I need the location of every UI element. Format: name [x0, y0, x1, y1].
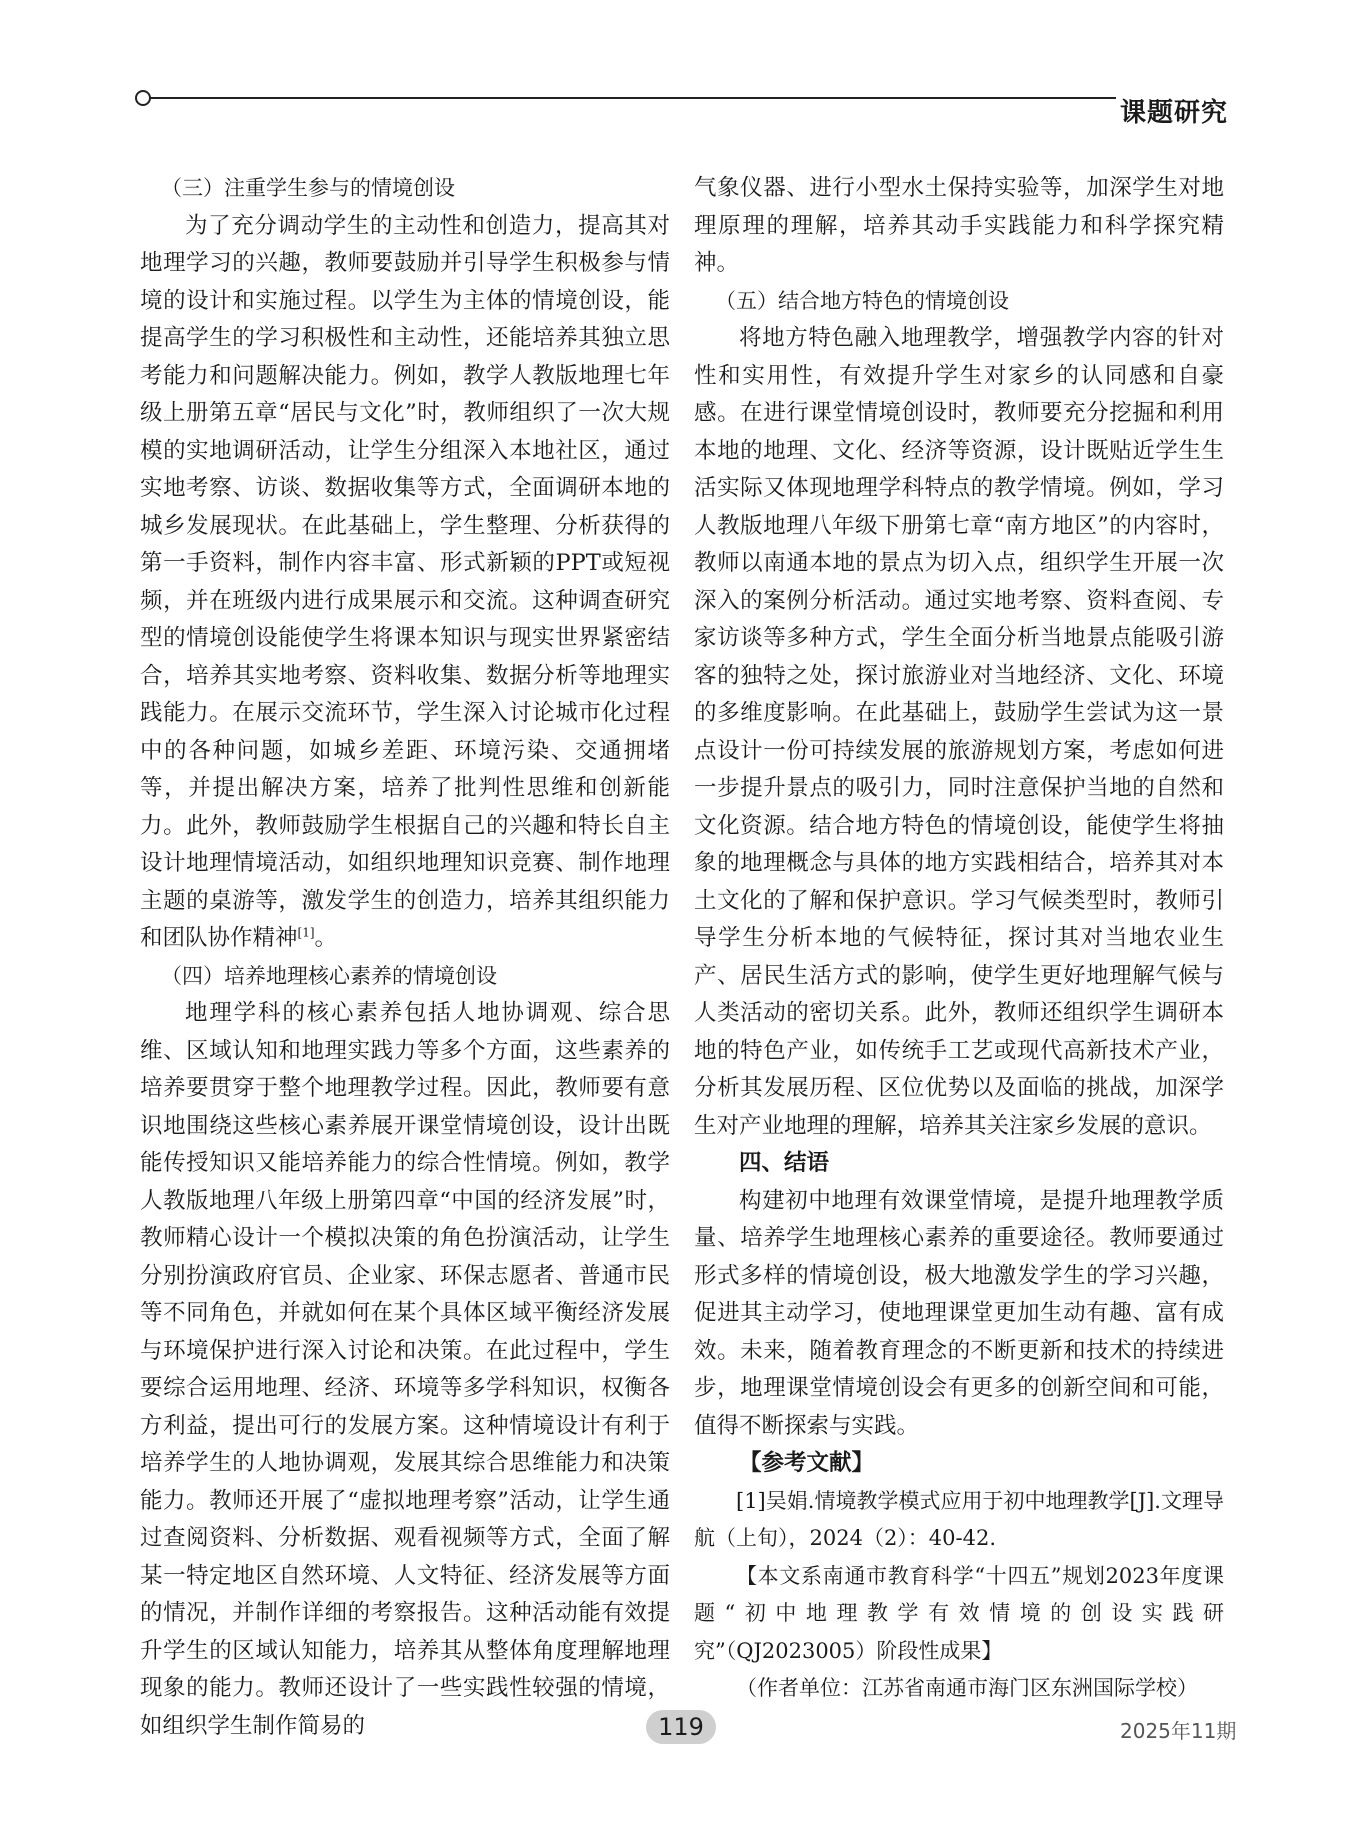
paragraph-continued: 气象仪器、进行小型水土保持实验等，加深学生对地理原理的理解，培养其动手实践能力和科学探究精神。 — [694, 175, 1224, 276]
header-rule — [150, 97, 1116, 99]
left-column — [140, 170, 670, 1745]
paragraph: 将地方特色融入地理教学，增强教学内容的针对性和实用性，有效提升学生对家乡的认同感和自豪感。在进行课堂情境创设时，教师要充分挖掘和利用本地的地理、文化、经济等资源，设计既贴近学生生活实际又体现地理学科特点的教学情境。例如，学习人教版地理八年级下册第七章“南方地区”的内容时，教师以南通本地的景点为切入点，组织学生开展一次深入的案例分析活动。通过实地考察、资料查阅、专家访谈等多种方式，学生全面分析当地景点能吸引游客的独特之处，探讨旅游业对当地经济、文化、环境的多维度影响。在此基础上，鼓励学生尝试为这一景点设计一份可持续发展的旅游规划方案，考虑如何进一步提升景点的吸引力，同时注意保护当地的自然和文化资源。结合地方特色的情境创设，能使学生将抽象的地理概念与具体的地方实践相结合，培养其对本土文化的了解和保护意识。学习气候类型时，教师引导学生分析本地的气候特征，探讨其对当地农业生产、居民生活方式的影响，使学生更好地理解气候与人类活动的密切关系。此外，教师还组织学生调研本地的特色产业，如传统手工艺或现代高新技术产业，分析其发展历程、区位优势以及面临的挑战，加深学生对产业地理的理解，培养其关注家乡发展的意识。 — [694, 325, 1224, 1139]
paragraph: 地理学科的核心素养包括人地协调观、综合思维、区域认知和地理实践力等多个方面，这些素养的培养要贯穿于整个地理教学过程。因此，教师要有意识地围绕这些核心素养展开课堂情境创设，设计出既能传授知识又能培养能力的综合性情境。例如，教学人教版地理八年级上册第四章“中国的经济发展”时，教师精心设计一个模拟决策的角色扮演活动，让学生分别扮演政府官员、企业家、环保志愿者、普通市民等不同角色，并就如何在某个具体区域平衡经济发展与环境保护进行深入讨论和决策。在此过程中，学生要综合运用地理、经济、环境等多学科知识，权衡各方利益，提出可行的发展方案。这种情境设计有利于培养学生的人地协调观，发展其综合思维能力和决策能力。教师还开展了“虚拟地理考察”活动，让学生通过查阅资料、分析数据、观看视频等方式，全面了解某一特定地区自然环境、人文特征、经济发展等方面的情况，并制作详细的考察报告。这种活动能有效提升学生的区域认知能力，培养其从整体角度理解地理现象的能力。教师还设计了一些实践性较强的情境，如组织学生制作简易的 — [140, 1000, 670, 1739]
reference-item: [1]吴娟.情境教学模式应用于初中地理教学[J].文理导航（上旬），2024（2）：40-42. — [694, 1488, 1224, 1550]
author-affiliation: （作者单位：江苏省南通市海门区东洲国际学校） — [736, 1676, 1198, 1700]
column-title: 课题研究 — [1120, 98, 1229, 128]
issue-label: 2025年11期 — [1120, 1719, 1237, 1743]
right-column — [694, 170, 1224, 1708]
paragraph-end: 。 — [314, 925, 338, 951]
page-number: 119 — [646, 1710, 716, 1744]
references-heading: 【参考文献】 — [739, 1450, 875, 1476]
header-circle — [135, 90, 151, 106]
paragraph-text: 为了充分调动学生的主动性和创造力，提高其对地理学习的兴趣，教师要鼓励并引导学生积极参与情境的设计和实施过程。以学生为主体的情境创设，能提高学生的学习积极性和主动性，还能培养其独立思考能力和问题解决能力。例如，教学人教版地理七年级上册第五章“居民与文化”时，教师组织了一次大规模的实地调研活动，让学生分组深入本地社区，通过实地考察、访谈、数据收集等方式，全面调研本地的城乡发展现状。在此基础上，学生整理、分析获得的第一手资料，制作内容丰富、形式新颖的PPT或短视频，并在班级内进行成果展示和交流。这种调查研究型的情境创设能使学生将课本知识与现实世界紧密结合，培养其实地考察、资料收集、数据分析等地理实践能力。在展示交流环节，学生深入讨论城市化过程中的各种问题，如城乡差距、环境污染、交通拥堵等，并提出解决方案，培养了批判性思维和创新能力。此外，教师鼓励学生根据自己的兴趣和特长自主设计地理情境活动，如组织地理知识竞赛、制作地理主题的桌游等，激发学生的创造力，培养其组织能力和团队协作精神 — [140, 212, 670, 951]
section-heading-5: （五）结合地方特色的情境创设 — [715, 288, 1009, 313]
citation-mark: [1] — [297, 925, 315, 940]
conclusion-heading: 四、结语 — [739, 1150, 830, 1176]
paragraph: 构建初中地理有效课堂情境，是提升地理教学质量、培养学生地理核心素养的重要途径。教师要通过形式多样的情境创设，极大地激发学生的学习兴趣，促进其主动学习，使地理课堂更加生动有趣、富有成效。未来，随着教育理念的不断更新和技术的持续进步，地理课堂情境创设会有更多的创新空间和可能，值得不断探索与实践。 — [694, 1187, 1224, 1439]
section-heading-4: （四）培养地理核心素养的情境创设 — [161, 963, 497, 988]
paragraph — [140, 208, 670, 958]
section-heading-3: （三）注重学生参与的情境创设 — [161, 176, 455, 200]
project-note: 【本文系南通市教育科学“十四五”规划2023年度课题“初中地理教学有效情境的创设实践研究”（QJ2023005）阶段性成果】 — [694, 1563, 1224, 1663]
